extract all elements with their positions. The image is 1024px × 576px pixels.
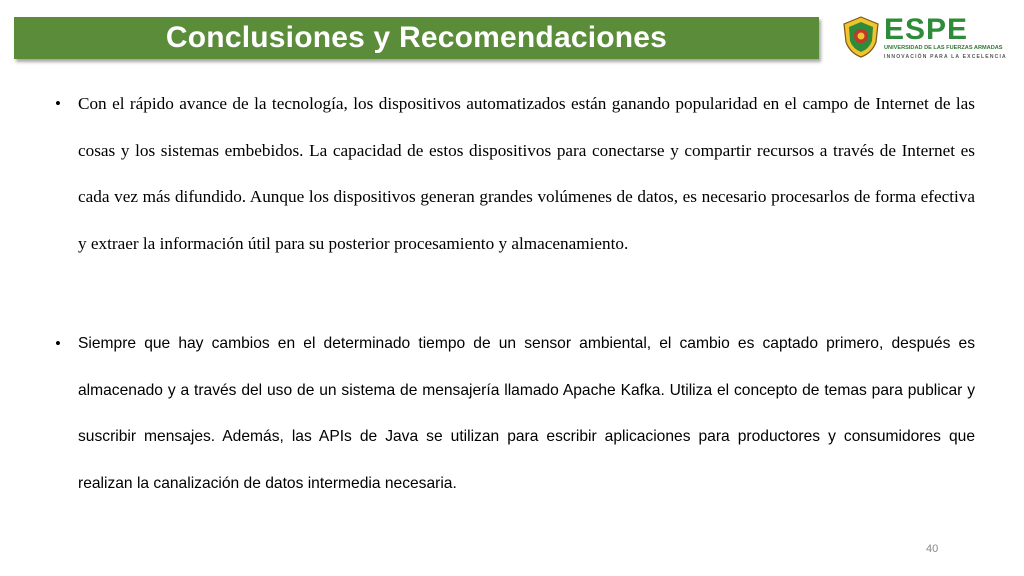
- page-number: 40: [926, 543, 939, 555]
- bullet-text: Siempre que hay cambios en el determinado tiempo de un sensor ambiental, el cambio es captado primero, después es almacenado y a través del uso de un sistema de mensajería llamado Apache Kafka. Utiliza el concepto de temas para publicar y suscribir mensajes. Además, las APIs de Java se utilizan para escribir aplicaciones para productores y consumidores que realizan la canalización de datos intermedia necesaria.: [78, 335, 975, 492]
- university-seal-icon: [842, 16, 880, 58]
- logo-tagline: INNOVACIÓN PARA LA EXCELENCIA: [884, 54, 1007, 60]
- bullet-marker: •: [55, 94, 61, 113]
- bullet-marker: •: [55, 334, 61, 353]
- espe-logo: [842, 13, 1007, 62]
- bullet-item: [55, 321, 975, 507]
- slide-title: Conclusiones y Recomendaciones: [165, 21, 668, 54]
- logo-subtitle: UNIVERSIDAD DE LAS FUERZAS ARMADAS: [884, 45, 1003, 51]
- bullet-text: Con el rápido avance de la tecnología, los dispositivos automatizados están ganando popularidad en el campo de Internet de las cosas y los sistemas embebidos. La capacidad de estos dispositivos para conectarse y compartir recursos a través de Internet es cada vez más difundido. Aunque los dispositivos generan grandes volúmenes de datos, es necesario procesarlos de forma efectiva y extraer la información útil para su posterior procesamiento y almacenamiento.: [78, 94, 975, 253]
- title-bar: [14, 17, 819, 59]
- logo-wordmark: ESPE: [884, 13, 969, 46]
- bullet-item: [55, 81, 975, 267]
